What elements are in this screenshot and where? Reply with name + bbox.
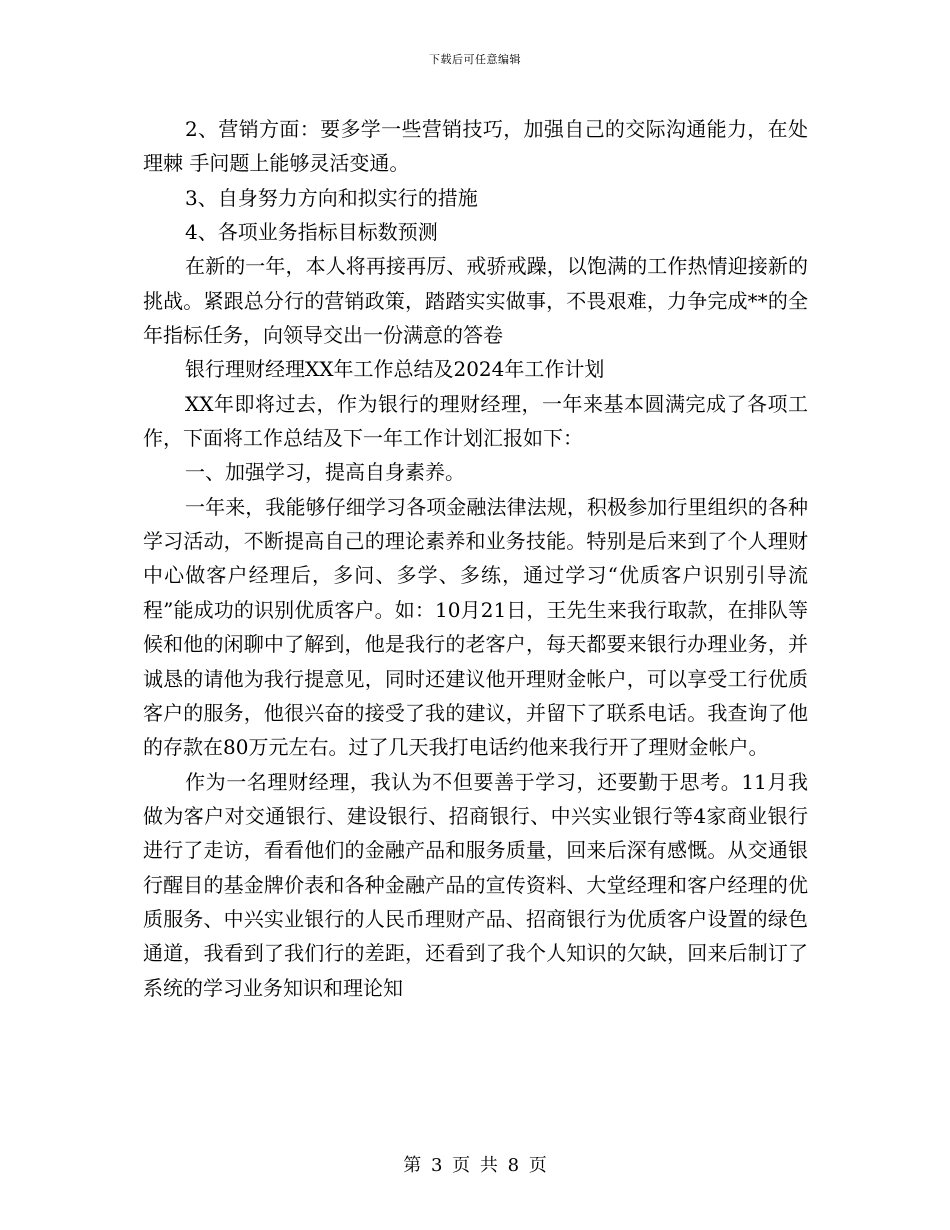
page-header: 下载后可任意编辑 xyxy=(429,53,521,66)
paragraph-thinking: 作为一名理财经理，我认为不但要善于学习，还要勤于思考。11月我做为客户对交通银行、建设银行、招商银行、中兴实业银行等4家商业银行进行了走访，看看他们的金融产品和服务质量，回来后深有感慨。从交通银行醒目的基金牌价表和各种金融产品的宣传资料、大堂经理和客户经理的优质服务、中兴实业银行的人民币理财产品、招商银行为优质客户设置的绿色通道，我看到了我们行的差距，还看到了我个人知识的欠缺，回来后制订了系统的学习业务知识和理论知 xyxy=(143,769,808,1000)
paragraph-targets: 4、各项业务指标目标数预测 xyxy=(185,220,438,245)
page-footer: 第 3 页 共 8 页 xyxy=(403,1155,547,1176)
paragraph-marketing: 2、营销方面：要多学一些营销技巧，加强自己的交际沟通能力，在处理棘 手问题上能够灵活变通。 xyxy=(143,117,808,176)
paragraph-effort-direction: 3、自身努力方向和拟实行的措施 xyxy=(185,185,478,210)
paragraph-study: 一年来，我能够仔细学习各项金融法律法规，积极参加行里组织的各种学习活动，不断提高自己的理论素养和业务技能。特别是后来到了个人理财中心做客户经理后，多问、多学、多练，通过学习“优质客户识别引导流程”能成功的识别优质客户。如：10月21日，王先生来我行取款，在排队等候和他的闲聊中了解到，他是我行的老客户，每天都要来银行办理业务，并诚恳的请他为我行提意见，同时还建议他开理财金帐户，可以享受工行优质客户的服务，他很兴奋的接受了我的建议，并留下了联系电话。我查询了他的存款在80万元左右。过了几天我打电话约他来我行开了理财金帐户。 xyxy=(143,494,808,760)
document-body xyxy=(143,112,808,1005)
section-title: 银行理财经理XX年工作总结及2024年工作计划 xyxy=(185,357,605,382)
heading-study: 一、加强学习，提高自身素养。 xyxy=(185,460,465,485)
paragraph-new-year: 在新的一年，本人将再接再厉、戒骄戒躁，以饱满的工作热情迎接新的挑战。紧跟总分行的营销政策，踏踏实实做事，不畏艰难，力争完成**的全年指标任务，向领导交出一份满意的答卷 xyxy=(143,254,808,348)
paragraph-intro: XX年即将过去，作为银行的理财经理，一年来基本圆满完成了各项工作，下面将工作总结及下一年工作计划汇报如下： xyxy=(143,391,808,451)
